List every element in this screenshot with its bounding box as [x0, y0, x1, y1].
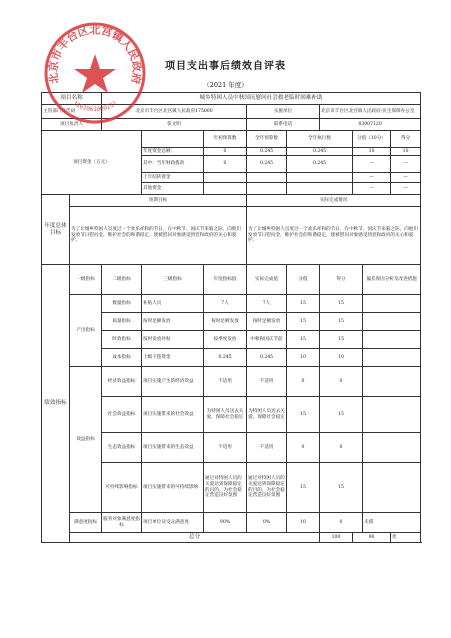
page-title: 项目支出事后绩效自评表 [165, 61, 286, 72]
funds-cell: 0 [204, 156, 247, 173]
third-level: 项目实施带来的生态效益 [142, 433, 204, 463]
indicator-row [42, 367, 421, 397]
actual-value: 0.245 [247, 349, 287, 367]
report-year: （2021 年度） [203, 81, 248, 89]
score: 10 [287, 349, 320, 367]
total-label: 总分 [70, 533, 320, 543]
funds-cell: 0.245 [247, 148, 287, 156]
indicator-header: 得分 [320, 265, 363, 295]
third-level: 项目实施带来的社会效益 [142, 397, 204, 433]
obtained-score: 15 [320, 397, 363, 433]
target-value: 按时足额发放 [204, 313, 247, 331]
obtained-score: 15 [320, 313, 363, 331]
third-level: 按时发放补贴 [142, 331, 204, 349]
funds-cell: — [391, 173, 421, 183]
indicator-header: 分值 [287, 265, 320, 295]
evaluation-table [41, 92, 421, 543]
goals-row [42, 207, 421, 265]
funds-row-label: 年度资金总额： [142, 148, 204, 156]
third-level: 补贴人员 [142, 295, 204, 313]
implementer-value: 北京市丰台区北宫镇人民政府-民生保障办公室 [320, 105, 421, 119]
indicator-header: 年度指标值 [204, 265, 247, 295]
indicator-header: 三级指标 [142, 265, 204, 295]
funds-cell: 0.245 [287, 148, 353, 156]
funds-label: 项目资金（万元） [42, 131, 142, 195]
third-level: 项目实施产生的经济效益 [142, 367, 204, 397]
goals-label: 年度总体目标 [42, 195, 70, 265]
second-level: 时效指标 [102, 331, 142, 349]
deviation-note [363, 397, 421, 433]
second-level: 经济效益指标 [102, 367, 142, 397]
second-level: 服务对象满意度指标 [102, 513, 142, 533]
actual-value: 为特困人员送去关爱，保障社会稳定 [247, 397, 287, 433]
funds-header: 分值（10分） [353, 131, 391, 148]
funds-header: 得分 [391, 131, 421, 148]
department-row [42, 105, 421, 119]
deviation-note [363, 313, 421, 331]
third-level: 项目实施带来的可持续影响 [142, 463, 204, 513]
funds-cell: 10 [353, 148, 391, 156]
score: 10 [287, 513, 320, 533]
target-value: 通过对特困人员的关爱达到保障稳定的目的，为社会稳定营造良好氛围 [204, 463, 247, 513]
score: 15 [287, 463, 320, 513]
output-indicator-label: 产出指标 [70, 295, 102, 367]
target-value: 为特困人员送去关爱，保障社会稳定 [204, 397, 247, 433]
funds-cell: — [353, 183, 391, 195]
funds-cell: — [391, 183, 421, 195]
funds-cell: 10 [391, 148, 421, 156]
benefit-indicator-label: 效益指标 [70, 367, 102, 513]
target-value: 7人 [204, 295, 247, 313]
indicator-row [42, 295, 421, 313]
obtained-score: 0 [320, 367, 363, 397]
funds-header: 全年预算数 [247, 131, 287, 148]
actual-value: 中秋和国庆节前 [247, 331, 287, 349]
funds-cell: 0 [204, 148, 247, 156]
funds-cell [247, 173, 287, 183]
target-value: 不适用 [204, 433, 247, 463]
second-level: 生态效益指标 [102, 433, 142, 463]
obtained-score: 0 [320, 513, 363, 533]
actual-result-label: 实际完成情况 [247, 195, 421, 207]
obtained-score: 0 [320, 433, 363, 463]
department-value: 北京市丰台区北宫镇人民政府175000 [102, 105, 247, 119]
second-level: 可持续影响指标 [102, 463, 142, 513]
deviation-note [363, 349, 421, 367]
third-level: 按时足额发放 [142, 313, 204, 331]
indicator-header: 偏差原因分析及改进措施 [363, 265, 421, 295]
funds-cell: — [353, 173, 391, 183]
actual-value: 7人 [247, 295, 287, 313]
expected-goal-text: 为了让城乡特困人员度过一个欢乐祥和的节日，在中秋节、国庆节来临之际，向他们发放节日慰问金，维护社会的和谐稳定，使被慰问对象感受到党和政府的关心和爱护。 [70, 207, 247, 265]
target-value: 按季度发放 [204, 331, 247, 349]
score: 15 [287, 397, 320, 433]
actual-value: 不适用 [247, 433, 287, 463]
total-row [42, 533, 421, 543]
funds-row-label: 上年结转资金 [142, 173, 204, 183]
second-level: 成本指标 [102, 349, 142, 367]
target-value: 0.245 [204, 349, 247, 367]
actual-value: 0% [247, 513, 287, 533]
score: 15 [287, 331, 320, 349]
second-level: 数量指标 [102, 295, 142, 313]
deviation-note [363, 295, 421, 313]
actual-result-text: 为了让城乡特困人员度过一个欢乐祥和的节日，在中秋节、国庆节来临之际，向他们发放节日慰问金，维护社会的和谐稳定，使被慰问对象感受到党和政府的关心和爱护。 [247, 207, 421, 265]
satisfaction-indicator-label: 满意度指标 [70, 513, 102, 533]
funds-header: 年初预算数 [204, 131, 247, 148]
funds-header: 全年执行数 [287, 131, 353, 148]
score: 0 [287, 367, 320, 397]
indicator-header: 一级指标 [70, 265, 102, 295]
performance-indicator-label: 绩效指标 [42, 265, 70, 543]
goals-header-row [42, 195, 421, 207]
phone-label: 联系电话 [247, 119, 320, 131]
funds-cell [247, 183, 287, 195]
department-label: 主管部门及代码 [42, 105, 102, 119]
funds-cell: 0.245 [247, 156, 287, 173]
funds-cell [204, 173, 247, 183]
deviation-note [363, 463, 421, 513]
obtained-score: 10 [320, 349, 363, 367]
funds-row-label: 其他资金 [142, 183, 204, 195]
project-name: 城乡特困人员中秋国庆慰问社会救老临时困难补助 [102, 93, 421, 105]
seal-text: 北京市丰台区北宫镇人民政府 [46, 23, 144, 85]
deviation-note [363, 331, 421, 349]
funds-cell: — [391, 156, 421, 173]
project-name-label: 项目名称 [42, 93, 102, 105]
expected-goal-label: 预期目标 [70, 195, 247, 207]
total-grade: 优 [391, 533, 421, 543]
deviation-note [363, 367, 421, 397]
score: 15 [287, 295, 320, 313]
funds-cell: 0.245 [287, 156, 353, 173]
actual-value: 通过对特困人员的关爱达到保障稳定的目的，为社会稳定营造良好氛围 [247, 463, 287, 513]
obtained-score: 15 [320, 331, 363, 349]
funds-header-row [42, 131, 421, 148]
leader-row [42, 119, 421, 131]
seal-code: 1101061000211 [71, 99, 119, 114]
deviation-note: 未摸 [363, 513, 421, 533]
actual-value: 按时足额发放 [247, 313, 287, 331]
second-level: 质量指标 [102, 313, 142, 331]
obtained-score: 15 [320, 295, 363, 313]
actual-value: 不适用 [247, 367, 287, 397]
second-level: 社会效益指标 [102, 397, 142, 433]
deviation-note [363, 433, 421, 463]
score: 0 [287, 433, 320, 463]
score: 15 [287, 313, 320, 331]
indicator-header: 二级指标 [102, 265, 142, 295]
leader-label: 项目负责人 [42, 119, 102, 131]
project-name-row [42, 93, 421, 105]
target-value: 90% [204, 513, 247, 533]
funds-row-label: 其中：当年财政拨款 [142, 156, 204, 173]
funds-cell [287, 183, 353, 195]
funds-cell [287, 173, 353, 183]
leader-value: 张文明 [102, 119, 247, 131]
funds-cell [204, 183, 247, 195]
third-level: 上级下拨资金 [142, 349, 204, 367]
indicator-header: 实际完成值 [247, 265, 287, 295]
obtained-score: 15 [320, 463, 363, 513]
phone-value: 83007120 [320, 119, 421, 131]
total-score: 100 [320, 533, 353, 543]
target-value: 不适用 [204, 367, 247, 397]
total-obtained: 90 [353, 533, 391, 543]
third-level: 项目单位及受众满意度 [142, 513, 204, 533]
implementer-label: 实施单位 [247, 105, 320, 119]
indicator-header-row [42, 265, 421, 295]
indicator-row [42, 513, 421, 533]
funds-cell: — [353, 156, 391, 173]
